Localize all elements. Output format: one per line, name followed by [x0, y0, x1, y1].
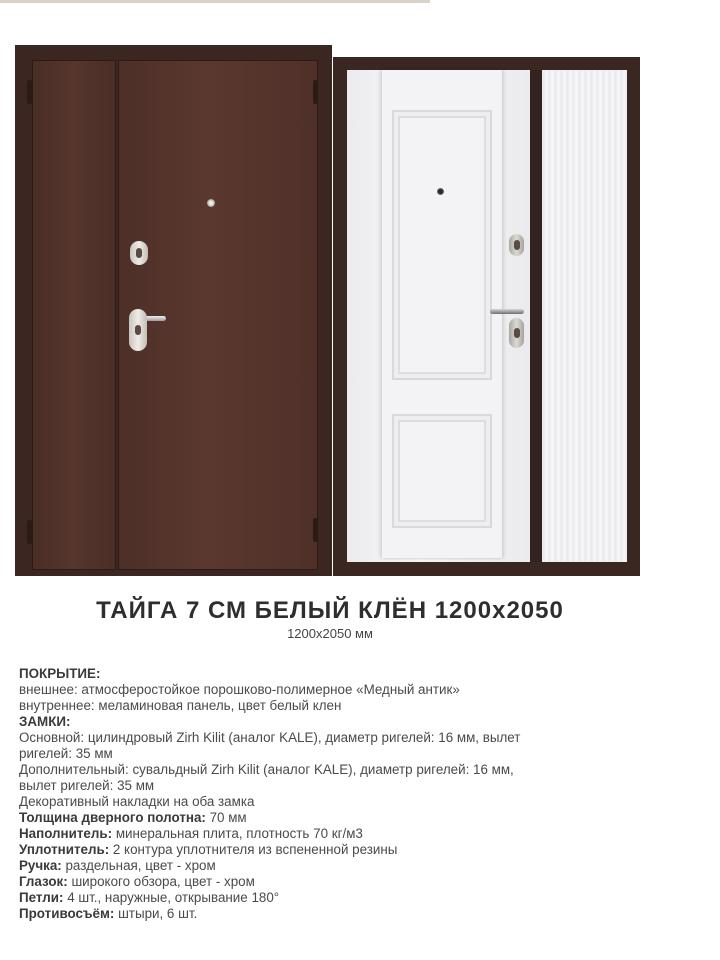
upper-lock-icon [130, 241, 148, 265]
spec-value: раздельная, цвет - хром [61, 858, 216, 873]
hinge-icon [313, 518, 318, 542]
spec-label: Уплотнитель: [19, 842, 110, 857]
spec-seal [19, 842, 619, 858]
spec-thickness [19, 810, 619, 826]
decor-note: Декоративный накладки на оба замка [19, 794, 255, 809]
product-size: 1200х2050 мм [287, 626, 373, 641]
spec-label: Глазок: [19, 874, 68, 889]
spec-label: Противосъём: [19, 906, 115, 921]
hinge-icon [27, 80, 32, 104]
product-title: ТАЙГА 7 СМ БЕЛЫЙ КЛЁН 1200х2050 [96, 597, 564, 624]
spec-value: 2 контура уплотнителя из вспененной резины [109, 842, 398, 857]
lower-lock-icon [129, 309, 147, 351]
spec-value: широкого обзора, цвет - хром [67, 874, 255, 889]
top-divider [0, 0, 430, 3]
hinge-icon [27, 520, 32, 544]
door-interior-post [530, 70, 542, 562]
coating-heading: ПОКРЫТИЕ: [19, 666, 101, 681]
spec-label: Петли: [19, 890, 64, 905]
lock-main-line-2: ригелей: 35 мм [19, 746, 113, 761]
coating-inner: внутреннее: меламиновая панель, цвет белый клен [19, 698, 342, 713]
upper-lock-icon [509, 234, 524, 256]
door-handle-icon [490, 309, 524, 314]
peephole-icon [207, 199, 215, 207]
coating-outer: внешнее: атмосферостойкое порошково-полимерное «Медный антик» [19, 682, 460, 697]
spec-value: 70 мм [205, 810, 247, 825]
spec-antiremoval [19, 906, 619, 922]
locks-heading: ЗАМКИ: [19, 714, 71, 729]
lock-main-line-1: Основной: цилиндровый Zirh Kilit (аналог KALE), диаметр ригелей: 16 мм, вылет [19, 730, 521, 745]
spec-value: штыри, 6 шт. [114, 906, 198, 921]
door-exterior-narrow-leaf [32, 60, 116, 570]
spec-peephole [19, 874, 619, 890]
spec-filler [19, 826, 619, 842]
door-exterior-main-leaf [118, 60, 318, 570]
door-interior-side-leaf [542, 70, 627, 562]
spec-hinges [19, 890, 619, 906]
spec-label: Ручка: [19, 858, 62, 873]
spec-label: Толщина дверного полотна: [19, 810, 206, 825]
lock-extra-line-2: вылет ригелей: 35 мм [19, 778, 155, 793]
peephole-icon [437, 188, 444, 195]
spec-value: 4 шт., наружные, открывание 180° [63, 890, 280, 905]
spec-handle [19, 858, 619, 874]
lower-lock-icon [509, 318, 524, 348]
spec-value: минеральная плита, плотность 70 кг/м3 [112, 826, 363, 841]
spec-list [19, 666, 619, 922]
door-interior-upper-moulding [392, 110, 492, 380]
lock-extra-line-1: Дополнительный: сувальдный Zirh Kilit (аналог KALE), диаметр ригелей: 16 мм, [19, 762, 514, 777]
spec-label: Наполнитель: [19, 826, 113, 841]
door-interior-lower-moulding [392, 414, 492, 528]
hinge-icon [313, 80, 318, 104]
